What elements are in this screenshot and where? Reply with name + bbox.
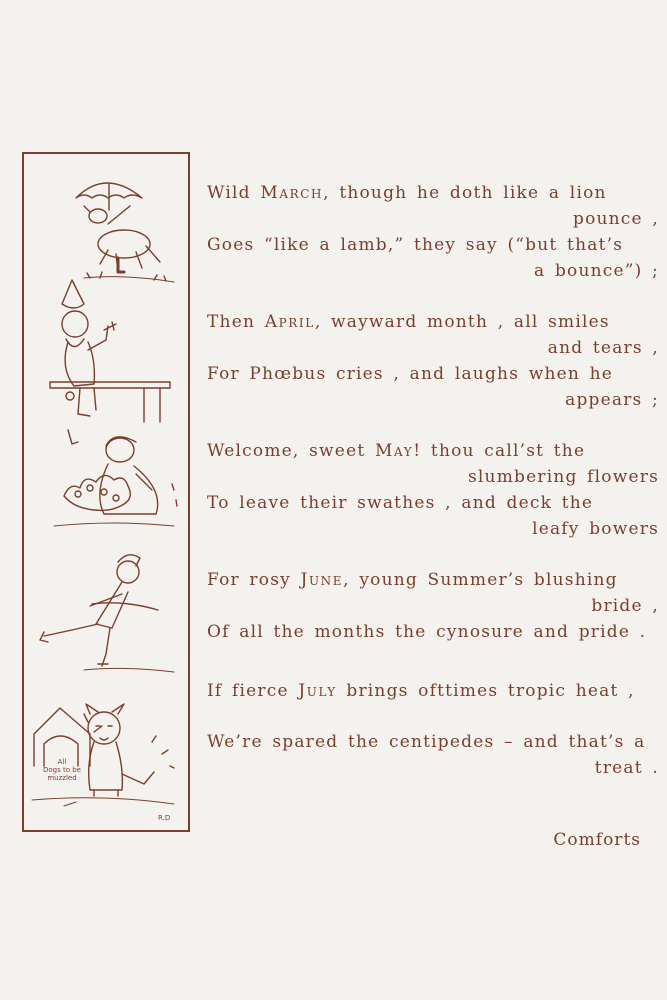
month-name: April xyxy=(264,312,315,332)
poem-line: and tears , xyxy=(547,338,659,358)
poem-line: Of all the months the cynosure and pride . xyxy=(207,622,647,642)
fool-on-bench-drawing xyxy=(50,280,170,444)
sign-line-2: Dogs to be xyxy=(43,766,81,774)
poem xyxy=(207,180,665,781)
poem-line: slumbering flowers xyxy=(468,467,659,487)
poem-line: For rosy June, young Summer’s blushing xyxy=(207,570,618,590)
dog-by-kennel-drawing xyxy=(32,704,174,806)
poem-line: Wild March, though he doth like a lion xyxy=(207,183,607,203)
illustration-panel xyxy=(22,152,190,832)
sign-line-1: All xyxy=(57,758,67,766)
poem-line: leafy bowers xyxy=(532,519,659,539)
poem-line: Welcome, sweet May! thou call’st the xyxy=(207,441,586,461)
month-name: May xyxy=(374,441,414,461)
poem-line: a bounce”) ; xyxy=(534,261,659,281)
poem-line: We’re spared the centipedes – and that’s a xyxy=(207,732,646,752)
month-name: March xyxy=(260,183,324,203)
poem-line: If fierce July brings ofttimes tropic heat , xyxy=(207,681,635,701)
sign-line-3: muzzled xyxy=(47,774,77,782)
artist-initials: R.D xyxy=(158,814,171,822)
running-boy-drawing xyxy=(40,555,174,672)
catchword: Comforts xyxy=(553,830,641,850)
month-name: June xyxy=(300,570,344,590)
poem-line: appears ; xyxy=(565,390,659,410)
illustration-drawings xyxy=(24,154,188,830)
poem-line: bride , xyxy=(591,596,659,616)
poem-line: To leave their swathes , and deck the xyxy=(207,493,594,513)
lamb-with-umbrella-drawing xyxy=(76,183,174,282)
poem-line: For Phœbus cries , and laughs when he xyxy=(207,364,614,384)
poem-line: Then April, wayward month , all smiles xyxy=(207,312,610,332)
poem-line: pounce , xyxy=(572,209,659,229)
poem-line: Goes “like a lamb,” they say (“but that’s xyxy=(207,235,624,255)
girl-with-flowers-drawing xyxy=(54,437,177,526)
kennel-sign xyxy=(40,758,84,782)
poem-line: treat . xyxy=(594,758,659,778)
month-name: July xyxy=(298,681,337,701)
